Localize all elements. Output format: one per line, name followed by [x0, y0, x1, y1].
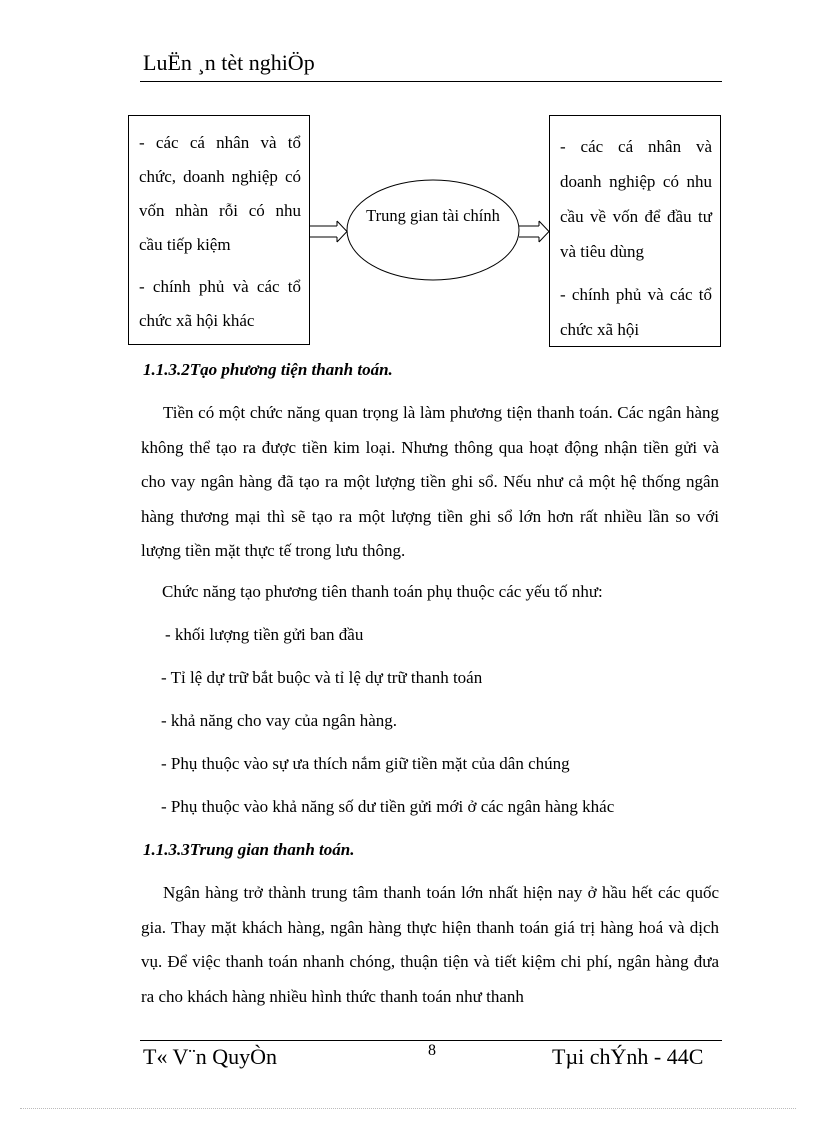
list-intro: Chức năng tạo phương tiên thanh toán phụ thuộc các yếu tố như: [162, 582, 603, 601]
arrow-center-to-right [519, 221, 549, 242]
footer-class: Tµi chÝnh - 44C [552, 1044, 704, 1069]
borrowers-item: - chính phủ và các tổ chức xã hội [560, 285, 712, 339]
list-item: - khả năng cho vay của ngân hàng. [161, 711, 398, 730]
section-paragraph: Ngân hàng trở thành trung tâm thanh toán lớn nhất hiện nay ở hầu hết các quốc gia. Thay mặt khách hàng, ngân hàng thực hiện thanh toán giá trị hàng hoá và dịch vụ. Để việc thanh toán nhanh chóng, thuận tiện và tiết kiệm chi phí, ngân hàng đưa ra cho khách hàng nhiều hình thức thanh toán như thanh [141, 883, 719, 1006]
list-item: - Phụ thuộc vào khả năng số dư tiền gửi mới ở các ngân hàng khác [161, 797, 615, 816]
page-number: 8 [428, 1042, 436, 1059]
footer-author: T« V¨n QuyÒn [143, 1044, 278, 1069]
section-heading: 1.1.3.3Trung gian thanh toán. [143, 840, 355, 859]
financial-intermediary-label: Trung gian tài chính [366, 206, 500, 225]
list-item: - khối lượng tiền gửi ban đầu [165, 625, 364, 644]
page-bottom-border [20, 1108, 796, 1109]
section-heading: 1.1.3.2Tạo phương tiện thanh toán. [143, 360, 393, 379]
center-oval [347, 180, 519, 280]
arrow-left-to-center [310, 221, 347, 242]
list-item: - Phụ thuộc vào sự ưa thích nắm giữ tiền mặt của dân chúng [161, 754, 570, 773]
diagram-box-savers [128, 115, 310, 345]
footer-divider [140, 1040, 722, 1041]
diagram-box-borrowers [549, 115, 721, 347]
borrowers-item: - các cá nhân và doanh nghiệp có nhu cầu về vốn để đầu tư và tiêu dùng [560, 137, 712, 261]
page-header-title: LuËn ¸n tèt nghiÖp [143, 50, 315, 75]
savers-item: - các cá nhân và tổ chức, doanh nghiệp có vốn nhàn rỗi có nhu cầu tiếp kiệm [139, 133, 301, 254]
savers-item: - chính phủ và các tổ chức xã hội khác [139, 277, 301, 330]
section-paragraph: Tiền có một chức năng quan trọng là làm phương tiện thanh toán. Các ngân hàng không thể tạo ra được tiền kim loại. Nhưng thông qua hoạt động nhận tiền gửi và cho vay ngân hàng đã tạo ra một lượng tiền ghi sổ. Nếu như cả một hệ thống ngân hàng thương mại thì sẽ tạo ra một lượng tiền ghi sổ lớn hơn rất nhiều lần so với lượng tiền mặt thực tế trong lưu thông. [141, 403, 719, 560]
list-item: - Tỉ lệ dự trữ bắt buộc và tỉ lệ dự trữ thanh toán [161, 668, 483, 687]
